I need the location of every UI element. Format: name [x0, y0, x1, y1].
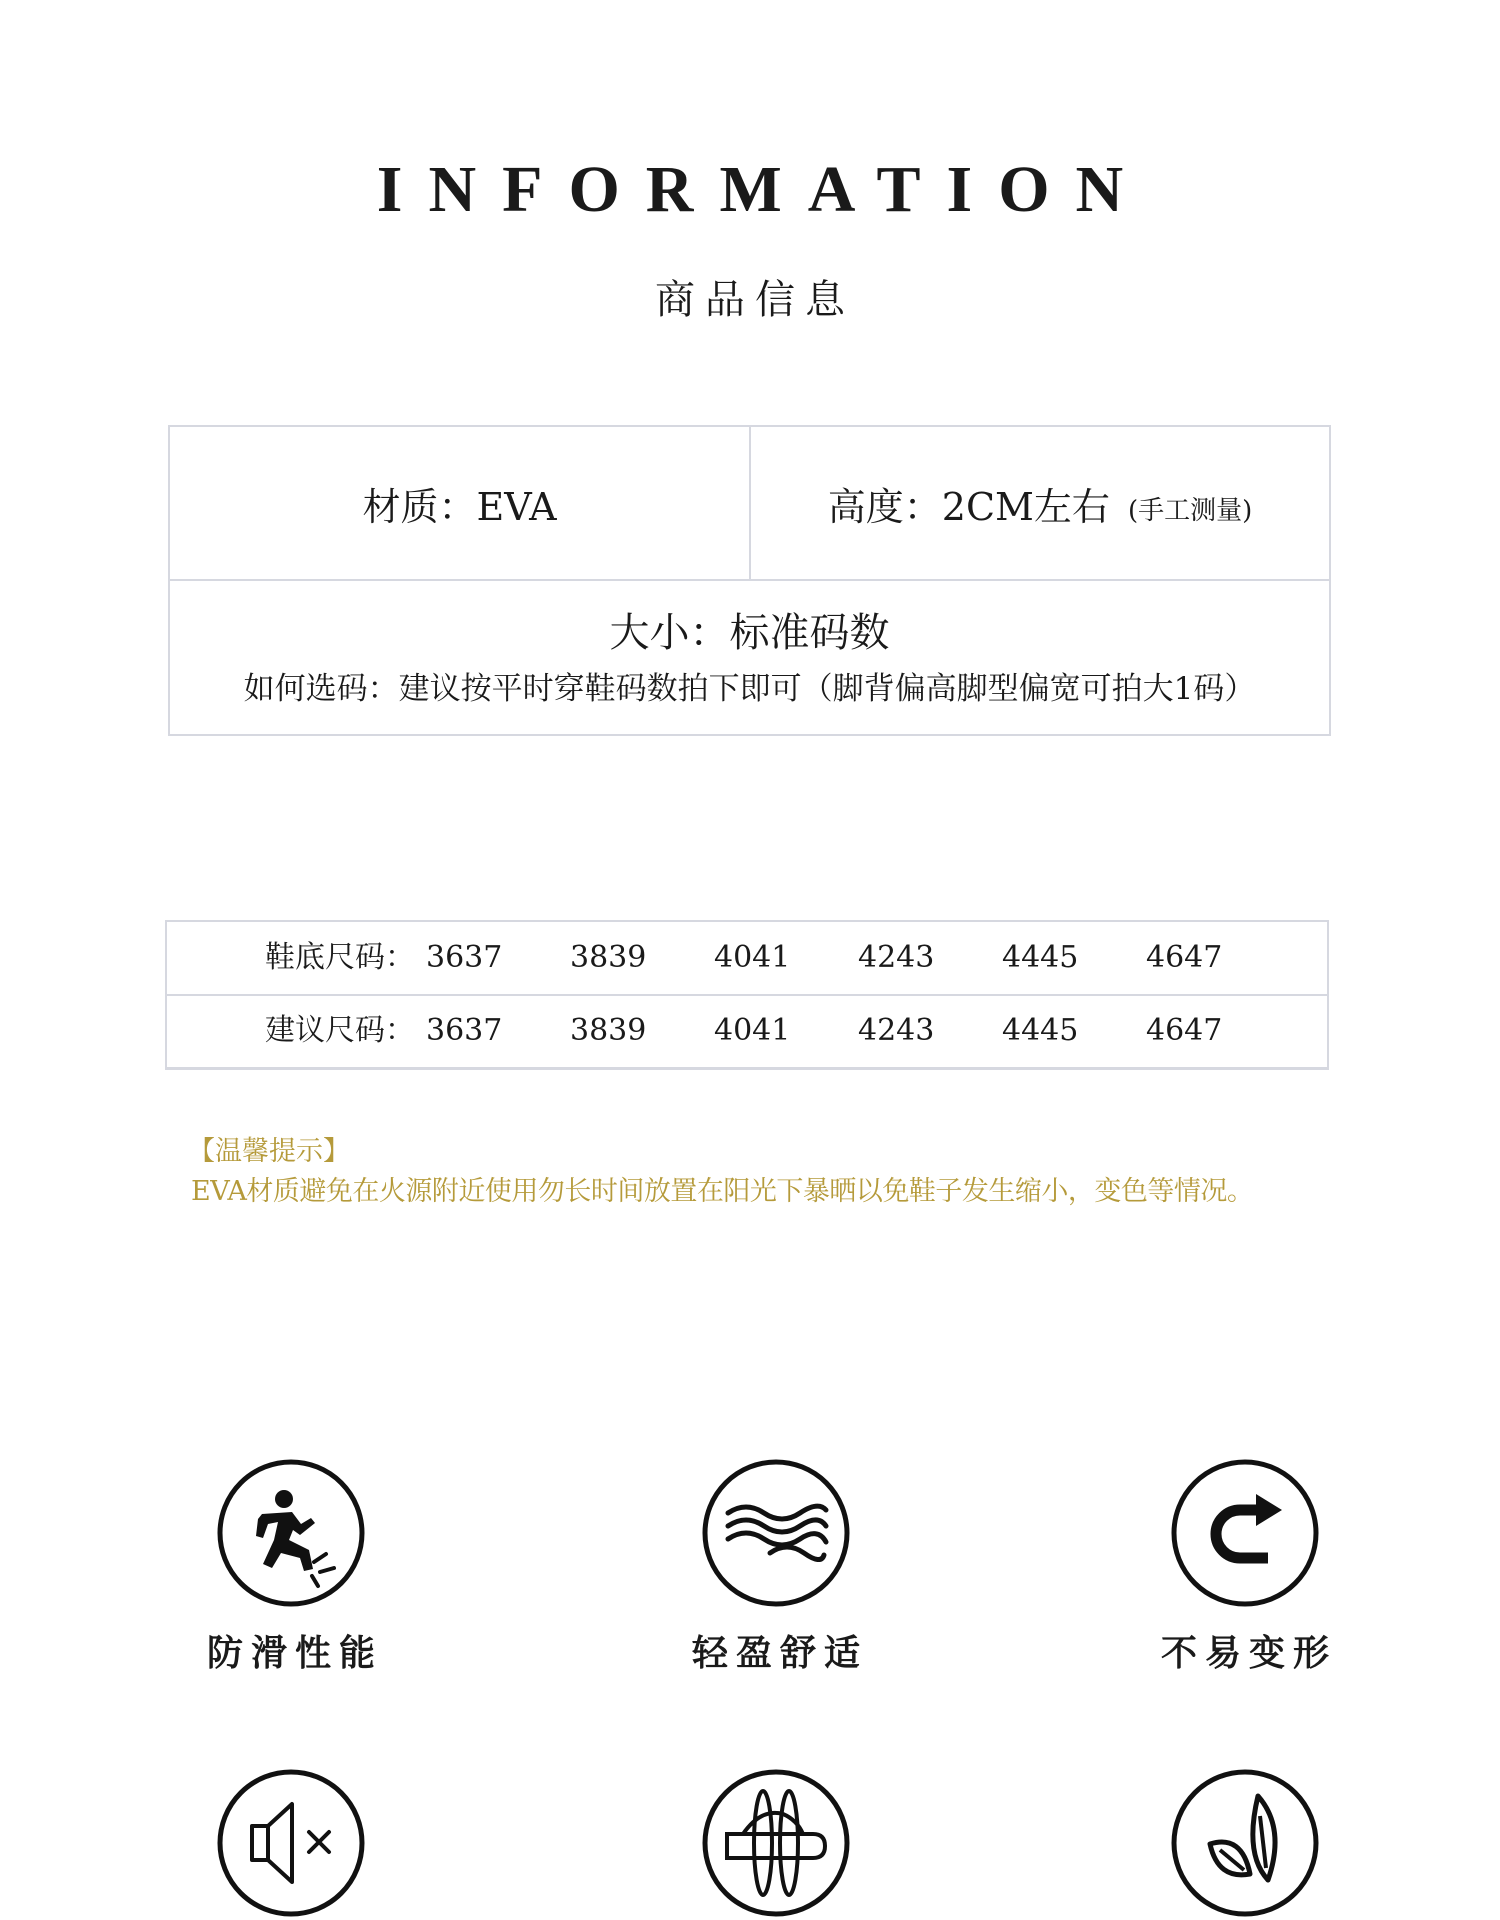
notice-body: EVA材质避免在火源附近使用勿长时间放置在阳光下暴晒以免鞋子发生缩小，变色等情况。	[191, 1176, 1254, 1207]
waves-icon	[701, 1458, 851, 1608]
height-text: 高度：2CM左右	[827, 484, 1110, 529]
page-subtitle: 商品信息	[655, 277, 855, 323]
size-tip-text: 如何选码：建议按平时穿鞋码数拍下即可（脚背偏高脚型偏宽可拍大1码）	[243, 671, 1256, 707]
feature-anti-slip	[161, 1458, 421, 1678]
material-cell	[170, 427, 751, 579]
feature-silent	[161, 1768, 421, 1918]
slip-icon	[216, 1458, 366, 1608]
table-cell: 4445	[1002, 1013, 1079, 1048]
height-cell	[751, 427, 1329, 579]
feature-lightweight	[646, 1458, 906, 1678]
size-text: 大小：标准码数	[609, 610, 890, 656]
table-cell: 4445	[1002, 940, 1079, 975]
product-info-table	[168, 425, 1331, 736]
feature-label: 防滑性能	[206, 1633, 383, 1674]
table-cell: 4041	[714, 940, 791, 975]
height-note: (手工测量)	[1127, 495, 1253, 526]
page-title: INFORMATION	[376, 153, 1150, 226]
table-cell: 4647	[1146, 1013, 1223, 1048]
mute-speaker-icon	[216, 1768, 366, 1918]
table-cell: 3839	[570, 1013, 647, 1048]
material-text: 材质：EVA	[362, 484, 557, 529]
table-cell: 4041	[714, 1013, 791, 1048]
table-row	[167, 922, 1327, 996]
table-cell: 3637	[426, 940, 503, 975]
feature-eco	[1115, 1768, 1375, 1918]
table-cell: 3637	[426, 1013, 503, 1048]
feature-label: 不易变形	[1160, 1633, 1337, 1674]
row-label: 建议尺码：	[265, 1013, 415, 1048]
feature-shape-retention	[1115, 1458, 1375, 1678]
leaf-icon	[1170, 1768, 1320, 1918]
breathable-icon	[701, 1768, 851, 1918]
table-cell: 4243	[858, 940, 935, 975]
notice-title: 【温馨提示】	[188, 1136, 350, 1167]
table-row	[167, 995, 1327, 1067]
feature-label: 轻盈舒适	[691, 1633, 868, 1674]
table-cell: 4243	[858, 1013, 935, 1048]
info-row	[170, 427, 1329, 581]
table-cell: 4647	[1146, 940, 1223, 975]
row-label: 鞋底尺码：	[265, 940, 415, 975]
table-cell: 3839	[570, 940, 647, 975]
size-chart-table	[165, 920, 1329, 1070]
size-cell	[170, 581, 1329, 734]
return-arrow-icon	[1170, 1458, 1320, 1608]
feature-breathable	[646, 1768, 906, 1918]
